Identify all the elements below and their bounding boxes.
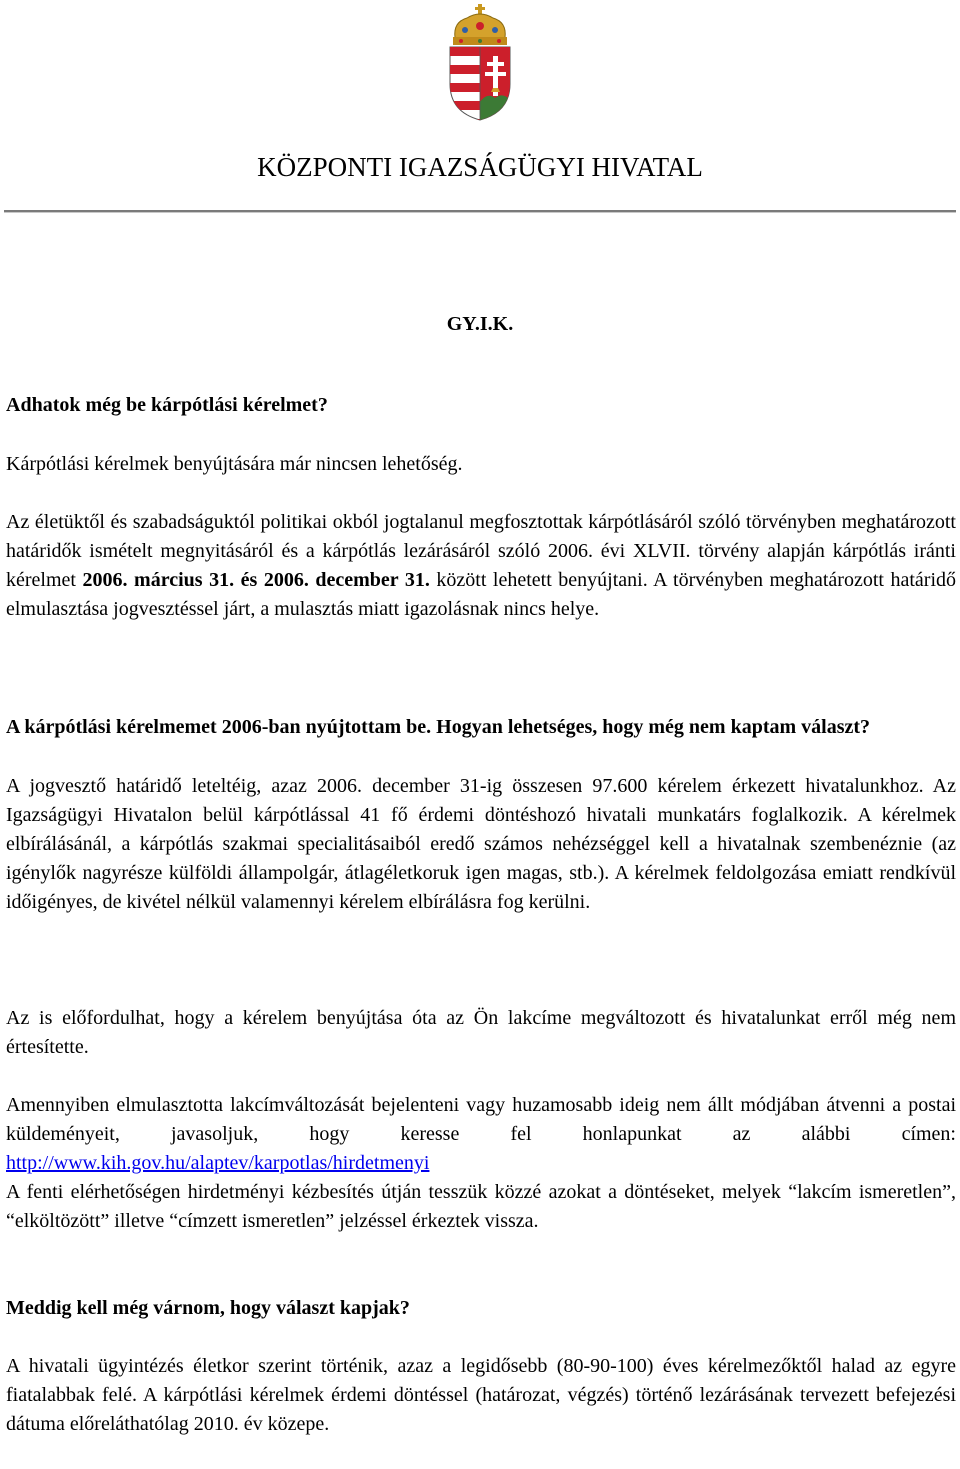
- notice-text-after: A fenti elérhetőségen hirdetményi kézbesítés útján tesszük közzé azokat a döntéseket, melyek “lakcím ismeretlen”, “elköltözött” illetve “címzett ismeretlen” jelzéssel érkeztek vissza.: [6, 1181, 956, 1233]
- deadline-date-2: 2006. december 31.: [263, 569, 430, 592]
- document-code: GY.I.K.: [446, 313, 514, 335]
- organization-title: KÖZPONTI IGAZSÁGÜGYI HIVATAL: [257, 152, 703, 182]
- answer-2: A jogvesztő határidő leteltéig, azaz 2006. december 31-ig összesen 97.600 kérelem érkezett hivatalunkhoz. Az Igazságügyi Hivatalon belül kárpótlással 41 fő érdemi döntéshozó hivatali munkatárs foglalkozik. A kérelmek elbírálásánál, a kárpótlás szakmai specialitásaiból eredő számos nehézséggel kell a hivatalnak szembenéznie (az igénylők nagyrésze külföldi állampolgár, átlagéletkoruk igen magas, stb.). A kérelmek feldolgozása emiatt rendkívül időigényes, de kivétel nélkül valamennyi kérelem elbírálásra fog kerülni.: [6, 775, 956, 914]
- question-3: Meddig kell még várnom, hogy választ kapjak?: [6, 1297, 410, 1319]
- deadline-text-2: között lehetett benyújtani. A törvényben meghatározott határidő elmulasztása jogvesztéssel járt, a mulasztás miatt igazolásnak nincs helye.: [6, 569, 956, 621]
- notice-text: Amennyiben elmulasztotta lakcímváltozását bejelenteni vagy huzamosabb ideig nem állt módjában átvenni a postai küldeményeit, javasoljuk, hogy keresse fel honlapunkat az alábbi címen:: [6, 1094, 956, 1146]
- paragraph-notice: [6, 1091, 956, 1236]
- deadline-conjunction: és: [234, 569, 264, 592]
- paragraph-deadlines: [6, 508, 956, 624]
- deadline-text-1: Az életüktől és szabadságuktól politikai okból jogtalanul megfosztottak kárpótlásáról szóló törvényben meghatározott határidők ismételt megnyitásáról és a kárpótlás lezárásáról szóló 2006. évi XLVII. törvény alapján kárpótlás iránti kérelmet: [6, 511, 956, 592]
- question-2: A kárpótlási kérelmemet 2006-ban nyújtottam be. Hogyan lehetséges, hogy még nem kaptam választ?: [6, 716, 871, 738]
- coat-of-arms-icon: [445, 4, 515, 122]
- answer-3: A hivatali ügyintézés életkor szerint történik, azaz a legidősebb (80-90-100) éves kérelmezőktől halad az egyre fiatalabbak felé. A kárpótlási kérelmek érdemi döntéssel (határozat, végzés) történő lezárásának tervezett befejezési dátuma előreláthatólag 2010. év közepe.: [6, 1355, 956, 1436]
- header-divider: [4, 210, 956, 213]
- answer-1: Kárpótlási kérelmek benyújtására már nincsen lehetőség.: [6, 453, 463, 475]
- hirdetmenyi-link[interactable]: http://www.kih.gov.hu/alaptev/karpotlas/hirdetmenyi: [6, 1152, 430, 1175]
- question-1: Adhatok még be kárpótlási kérelmet?: [6, 394, 328, 416]
- deadline-date-1: 2006. március 31.: [82, 569, 235, 592]
- paragraph-address-change: Az is előfordulhat, hogy a kérelem benyújtása óta az Ön lakcíme megváltozott és hivatalunkat erről még nem értesítette.: [6, 1007, 956, 1059]
